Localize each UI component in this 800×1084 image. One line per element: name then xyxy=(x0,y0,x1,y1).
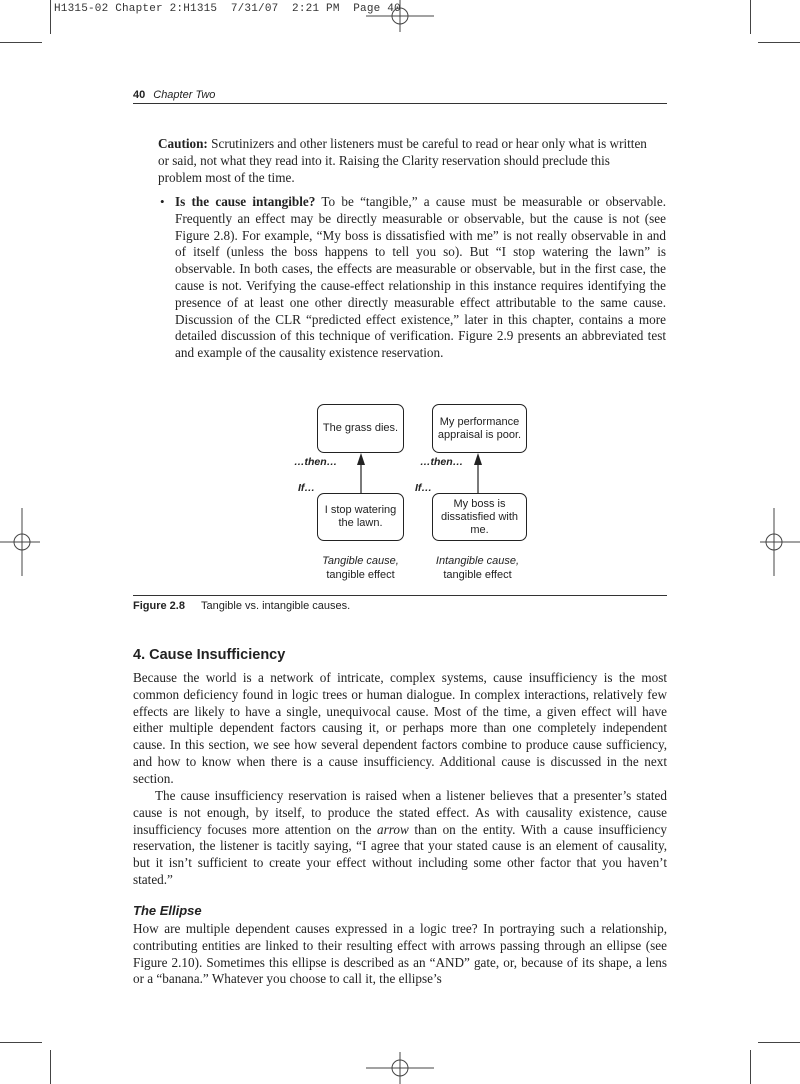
right-note xyxy=(422,554,533,582)
right-note-plain: tangible effect xyxy=(443,569,512,581)
section-paragraph-2-emphasis: arrow xyxy=(377,821,409,837)
crop-mark xyxy=(750,1050,751,1084)
left-note-italic: Tangible cause, xyxy=(322,555,399,567)
left-cause-box: I stop watering the lawn. xyxy=(317,493,404,541)
right-effect-box: My performance appraisal is poor. xyxy=(432,404,527,453)
left-if-label: If… xyxy=(298,482,315,494)
section-paragraph-2-before: The cause insufficiency reservation is raised when a listener believes that a presenter’s stated cause is not enough, by itself, to produce the stated effect. As with causality existence, cause insufficiency focuses more attention on the xyxy=(133,788,667,837)
subsection-heading: The Ellipse xyxy=(133,903,202,918)
left-effect-box: The grass dies. xyxy=(317,404,404,453)
subsection-paragraph: How are multiple dependent causes expressed in a logic tree? In portraying such a relationship, contributing entities are linked to their resulting effect with arrows passing through an ellipse (see Figure 2.10). Sometimes this ellipse is described as an “AND” gate, or, because of its shape, a lens or a “banana.” Whatever you choose to call it, the ellipse’s xyxy=(133,921,667,987)
crop-mark xyxy=(758,1042,800,1043)
figure-caption xyxy=(133,600,350,612)
crop-mark xyxy=(0,1042,42,1043)
caution-label: Caution: xyxy=(158,136,208,151)
section-paragraph-1: Because the world is a network of intricate, complex systems, cause insufficiency is the most common deficiency found in logic trees or human dialogue. In complex interactions, relatively few effects are likely to have a single, unequivocal cause. Most of the time, a given effect will have either multiple dependent factors causing it, or perhaps more than one completely independent cause. In this section, we see how several dependent factors combine to produce cause sufficiency, and how to know when there is a cause insufficiency. Additional cause is discussed in the next section. xyxy=(133,670,667,786)
bullet-lead: Is the cause intangible? xyxy=(175,194,316,209)
bullet-marker: • xyxy=(160,194,165,209)
figure-caption-number: Figure 2.8 xyxy=(133,600,185,612)
right-cause-box: My boss is dissatisfied with me. xyxy=(432,493,527,541)
figure-caption-text: Tangible vs. intangible causes. xyxy=(200,600,351,612)
left-note xyxy=(305,554,416,582)
bullet-text: To be “tangible,” a cause must be measurable or observable. Frequently an effect may be directly measurable or observable, but the cause is not (see Figure 2.8). For example, “My boss is dissatisfied with me” is not really observable in and of itself (unless the boss happens to tell you so). But “I stop watering the lawn” is observable. In both cases, the effects are measurable or observable, but in the first case, the cause is not. Verifying the cause-effect relationship in this instance requires identifying the presence of at least one other directly measurable effect attributable to the same cause. Discussion of the CLR “predicted effect existence,” later in this chapter, contains a more detailed discussion of this technique of verification. Figure 2.9 presents an abbreviated test and example of the causality existence reservation. xyxy=(175,194,666,361)
figure-rule xyxy=(133,595,667,596)
printer-slug: H1315-02 Chapter 2:H1315 7/31/07 2:21 PM Page 40 xyxy=(54,3,401,15)
left-note-plain: tangible effect xyxy=(326,569,395,581)
registration-mark-bottom xyxy=(366,1052,434,1084)
left-then-label: …then… xyxy=(294,456,338,468)
right-note-italic: Intangible cause, xyxy=(435,555,520,567)
page-number: 40 xyxy=(133,89,146,101)
caution-text: Scrutinizers and other listeners must be careful to read or hear only what is written or said, not what they read into it. Raising the Clarity reservation should preclude this problem most of the time. xyxy=(158,136,647,185)
section-paragraph-2 xyxy=(133,788,667,889)
chapter-title: Chapter Two xyxy=(153,89,216,101)
crop-mark xyxy=(50,1050,51,1084)
section-heading: 4. Cause Insufficiency xyxy=(133,647,286,663)
section-paragraph-2-after: than on the entity. With a cause insufficiency reservation, the listener is tacitly saying, “I agree that your stated cause is an element of causality, but it isn’t sufficient to create your effect without including some other factor that you haven’t stated.” xyxy=(133,821,667,887)
right-then-label: …then… xyxy=(420,456,464,468)
right-if-label: If… xyxy=(415,482,432,494)
